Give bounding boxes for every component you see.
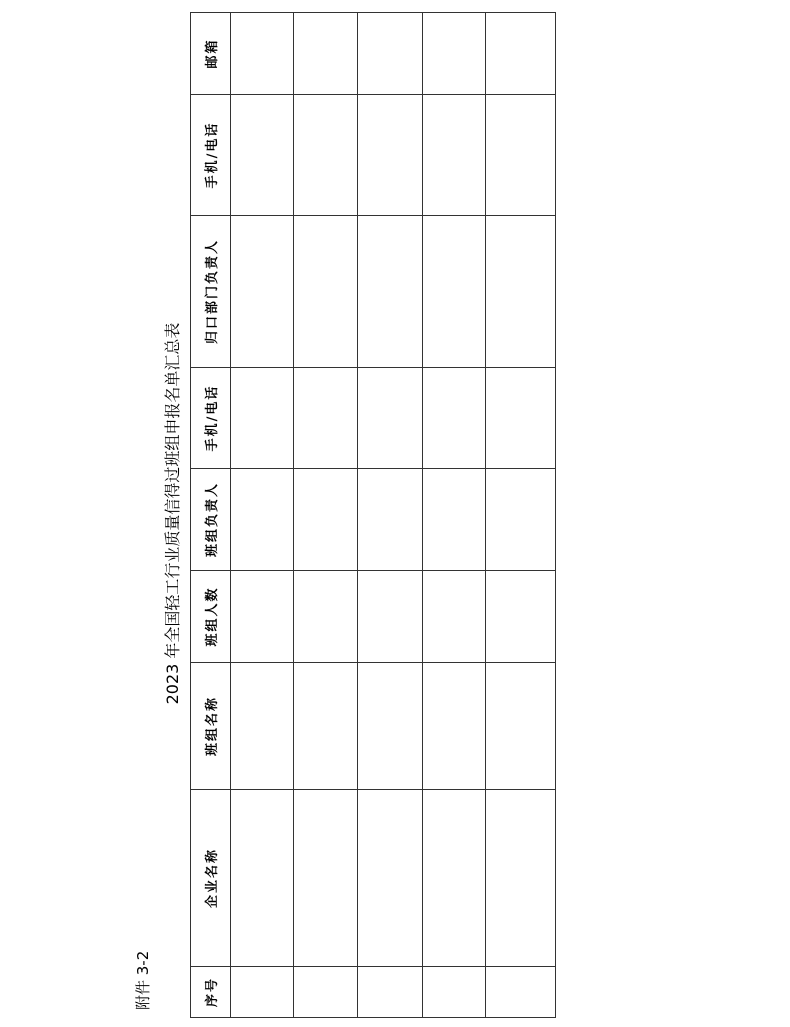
table-cell <box>486 368 556 469</box>
table-cell <box>486 790 556 967</box>
table-cell <box>358 790 423 967</box>
table-cell <box>231 216 294 368</box>
table-cell <box>294 469 358 571</box>
summary-table <box>190 12 556 1018</box>
table-cell <box>358 95 423 216</box>
table-row <box>294 13 358 1018</box>
header-email: 邮箱 <box>191 13 231 95</box>
table-cell <box>294 967 358 1018</box>
header-team-leader: 班组负责人 <box>191 469 231 571</box>
table-row <box>486 13 556 1018</box>
table-cell <box>423 663 486 790</box>
header-team-size: 班组人数 <box>191 571 231 663</box>
header-department-head: 归口部门负责人 <box>191 216 231 368</box>
table-cell <box>294 368 358 469</box>
table-cell <box>294 790 358 967</box>
header-leader-phone: 手机/电话 <box>191 368 231 469</box>
table-row <box>423 13 486 1018</box>
table-cell <box>423 95 486 216</box>
table-cell <box>231 663 294 790</box>
table-cell <box>358 967 423 1018</box>
table-cell <box>358 571 423 663</box>
table-cell <box>486 95 556 216</box>
table-cell <box>294 95 358 216</box>
table-cell <box>294 571 358 663</box>
header-department-phone: 手机/电话 <box>191 95 231 216</box>
table-cell <box>486 571 556 663</box>
table-cell <box>231 368 294 469</box>
table-cell <box>358 216 423 368</box>
table-cell <box>231 571 294 663</box>
table-cell <box>231 790 294 967</box>
table-cell <box>358 663 423 790</box>
table-cell <box>358 13 423 95</box>
table-cell <box>231 13 294 95</box>
table-header-row <box>191 13 231 1018</box>
table-cell <box>423 571 486 663</box>
table-cell <box>423 469 486 571</box>
table-cell <box>423 216 486 368</box>
table-cell <box>294 13 358 95</box>
table-cell <box>486 216 556 368</box>
annex-label: 附件 3-2 <box>134 950 152 1010</box>
table-cell <box>423 967 486 1018</box>
page-title: 2023 年全国轻工行业质量信得过班组申报名单汇总表 <box>163 322 182 705</box>
header-company-name: 企业名称 <box>191 790 231 967</box>
table-cell <box>486 663 556 790</box>
table-row <box>231 13 294 1018</box>
table-row <box>358 13 423 1018</box>
table-cell <box>294 216 358 368</box>
table-cell <box>423 368 486 469</box>
table-cell <box>358 469 423 571</box>
table-cell <box>486 469 556 571</box>
table-cell <box>294 663 358 790</box>
header-serial-number: 序号 <box>191 967 231 1018</box>
table-cell <box>231 95 294 216</box>
table-cell <box>231 469 294 571</box>
table-cell <box>231 967 294 1018</box>
table-cell <box>423 790 486 967</box>
table-cell <box>486 13 556 95</box>
table-cell <box>358 368 423 469</box>
table-cell <box>423 13 486 95</box>
table-cell <box>486 967 556 1018</box>
header-team-name: 班组名称 <box>191 663 231 790</box>
